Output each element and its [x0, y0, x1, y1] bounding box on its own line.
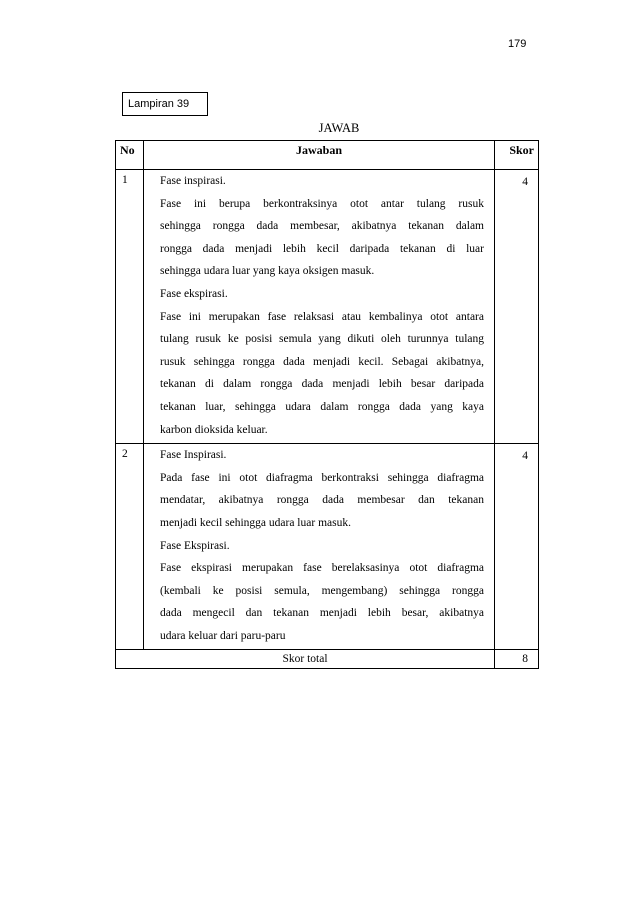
- answer-line: dada mengecil dan tekanan menjadi lebih besar, akibatnya: [160, 607, 484, 620]
- table-row: [116, 444, 539, 650]
- answer-line: Fase ini merupakan fase relaksasi atau kembalinya otot antara: [160, 310, 484, 323]
- header-jawaban: Jawaban: [144, 141, 495, 170]
- answer-line: tekanan luar, sehingga udara dalam rongga dada yang kaya: [160, 400, 484, 413]
- table-header-row: [116, 141, 539, 170]
- answer-line: Fase ekspirasi merupakan fase berelaksasinya otot diafragma: [160, 562, 484, 575]
- row-number: 2: [116, 444, 144, 650]
- header-skor: Skor: [495, 141, 539, 170]
- answer-line: mendatar, akibatnya rongga dada membesar dan tekanan: [160, 494, 484, 507]
- answer-heading: Fase Inspirasi.: [160, 449, 227, 462]
- answer-line: (kembali ke posisi semula, mengembang) sehingga rongga: [160, 584, 484, 597]
- answer-heading: Fase Ekspirasi.: [160, 539, 230, 552]
- answer-line: karbon dioksida keluar.: [160, 423, 268, 436]
- answer-line: udara keluar dari paru-paru: [160, 629, 286, 642]
- answer-line: sehingga rongga dada membesar, akibatnya tekanan dalam: [160, 220, 484, 233]
- answer-key-table: [115, 140, 539, 669]
- header-no: No: [116, 141, 144, 170]
- answer-line: tekanan di dalam rongga dada menjadi lebih besar daripada: [160, 378, 484, 391]
- answer-line: rongga dada menjadi lebih kecil daripada tekanan di luar: [160, 242, 484, 255]
- answer-heading: Fase ekspirasi.: [160, 287, 228, 300]
- answer-cell: [144, 444, 495, 650]
- page-number: 179: [508, 38, 527, 50]
- appendix-label: Lampiran 39: [122, 92, 208, 116]
- table-row: [116, 170, 539, 444]
- total-row: [116, 650, 539, 669]
- answer-line: rusuk sehingga rongga dada menjadi kecil. Sebagai akibatnya,: [160, 355, 484, 368]
- row-score: 4: [495, 170, 539, 444]
- total-label: Skor total: [116, 650, 495, 669]
- answer-line: tulang rusuk ke posisi semula yang dikuti oleh turunnya tulang: [160, 333, 484, 346]
- answer-cell: [144, 170, 495, 444]
- answer-line: Fase ini berupa berkontraksinya otot antar tulang rusuk: [160, 197, 484, 210]
- row-score: 4: [495, 444, 539, 650]
- row-number: 1: [116, 170, 144, 444]
- answer-heading: Fase inspirasi.: [160, 175, 226, 187]
- answer-line: menjadi kecil sehingga udara luar masuk.: [160, 516, 351, 529]
- answer-line: Pada fase ini otot diafragma berkontraksi sehingga diafragma: [160, 471, 484, 484]
- document-title: JAWAB: [318, 121, 360, 135]
- answer-line: sehingga udara luar yang kaya oksigen masuk.: [160, 265, 375, 278]
- total-score: 8: [495, 650, 539, 669]
